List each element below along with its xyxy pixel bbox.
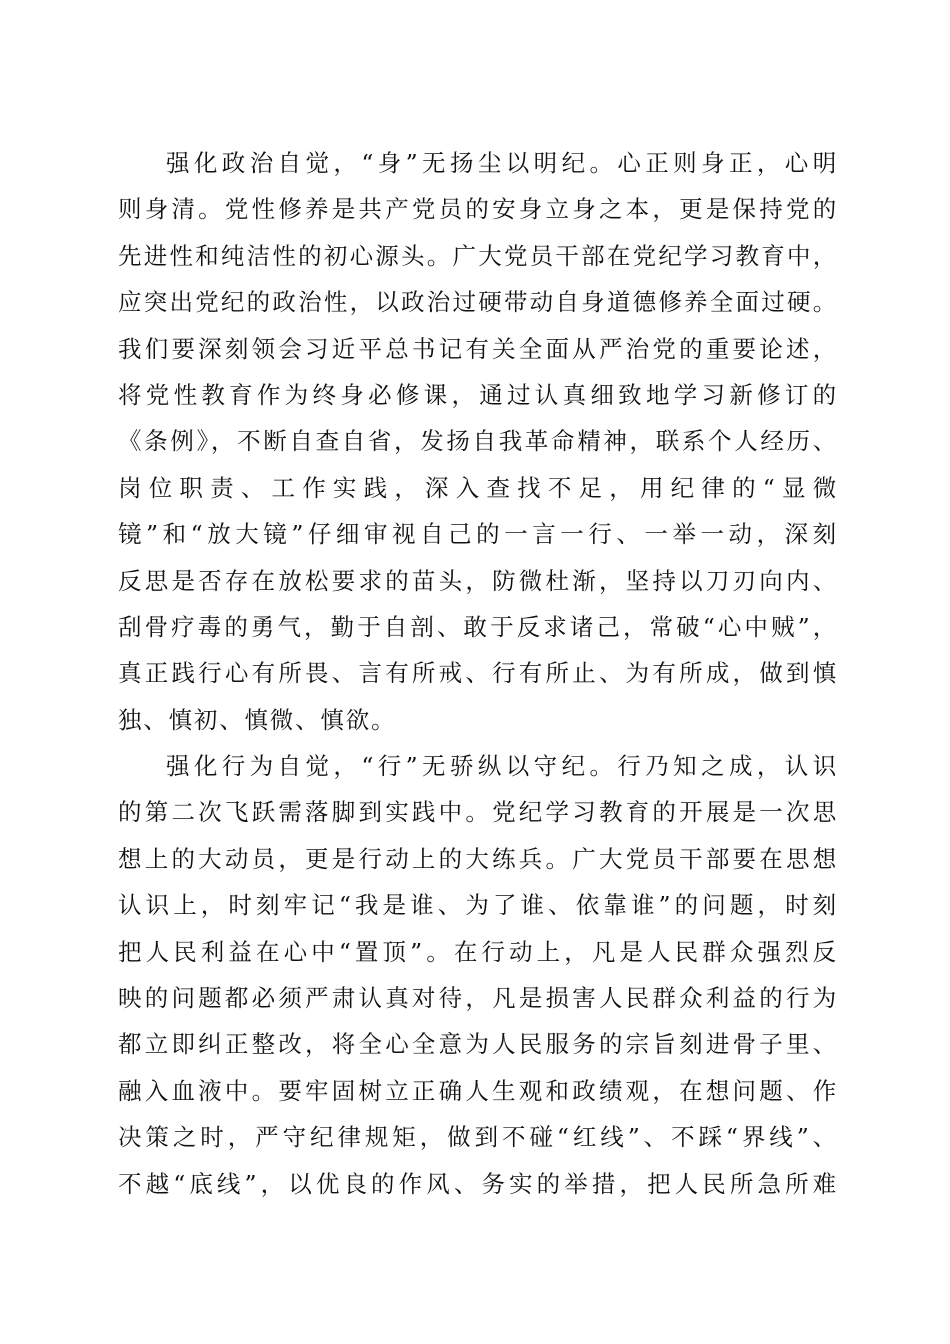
paragraph-1-line-3: 先进性和纯洁性的初心源头。广大党员干部在党纪学习教育中， bbox=[118, 241, 838, 270]
paragraph-1-line-6: 将党性教育作为终身必修课，通过认真细致地学习新修订的 bbox=[118, 380, 838, 409]
paragraph-1-line-12: 真正践行心有所畏、言有所戒、行有所止、为有所成，做到慎 bbox=[118, 659, 838, 688]
paragraph-2-line-9: 决策之时，严守纪律规矩，做到不碰“红线”、不踩“界线”、 bbox=[118, 1123, 838, 1152]
paragraph-2-line-6: 映的问题都必须严肃认真对待，凡是损害人民群众利益的行为 bbox=[118, 984, 838, 1013]
paragraph-2-line-3: 想上的大动员，更是行动上的大练兵。广大党员干部要在思想 bbox=[118, 844, 838, 873]
paragraph-1-line-13: 独、慎初、慎微、慎欲。 bbox=[118, 705, 397, 734]
paragraph-1-line-11: 刮骨疗毒的勇气，勤于自剖、敢于反求诸己，常破“心中贼”， bbox=[118, 612, 838, 641]
paragraph-1-line-1: 强化政治自觉，“身”无扬尘以明纪。心正则身正，心明 bbox=[166, 149, 838, 177]
paragraph-2-line-2: 的第二次飞跃需落脚到实践中。党纪学习教育的开展是一次思 bbox=[118, 798, 838, 827]
paragraph-1-line-10: 反思是否存在放松要求的苗头，防微杜渐，坚持以刀刃向内、 bbox=[118, 566, 838, 595]
paragraph-2-line-1: 强化行为自觉，“行”无骄纵以守纪。行乃知之成，认识 bbox=[166, 752, 838, 781]
paragraph-2-line-5: 把人民利益在心中“置顶”。在行动上，凡是人民群众强烈反 bbox=[118, 937, 838, 966]
paragraph-2-line-8: 融入血液中。要牢固树立正确人生观和政绩观，在想问题、作 bbox=[118, 1076, 838, 1105]
paragraph-1-line-4: 应突出党纪的政治性，以政治过硬带动自身道德修养全面过硬。 bbox=[118, 288, 838, 317]
paragraph-1-line-2: 则身清。党性修养是共产党员的安身立身之本，更是保持党的 bbox=[118, 195, 838, 224]
paragraph-2-line-7: 都立即纠正整改，将全心全意为人民服务的宗旨刻进骨子里、 bbox=[118, 1030, 838, 1059]
paragraph-2-line-10: 不越“底线”，以优良的作风、务实的举措，把人民所急所难 bbox=[118, 1169, 838, 1198]
paragraph-1-line-5: 我们要深刻领会习近平总书记有关全面从严治党的重要论述， bbox=[118, 334, 838, 363]
paragraph-1-line-8: 岗位职责、工作实践，深入查找不足，用纪律的“显微 bbox=[118, 473, 838, 502]
paragraph-2-line-4: 认识上，时刻牢记“我是谁、为了谁、依靠谁”的问题，时刻 bbox=[118, 891, 838, 920]
document-body bbox=[118, 140, 838, 1207]
paragraph-1-line-7: 《条例》，不断自查自省，发扬自我革命精神，联系个人经历、 bbox=[118, 427, 838, 456]
paragraph-1-line-9: 镜”和“放大镜”仔细审视自己的一言一行、一举一动，深刻 bbox=[118, 520, 838, 549]
